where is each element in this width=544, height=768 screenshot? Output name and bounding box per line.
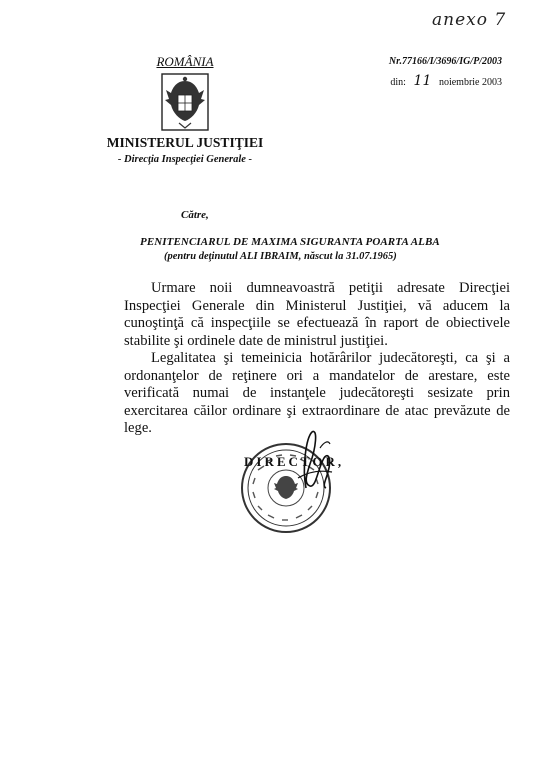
recipient-label: Către,	[181, 209, 209, 221]
date-day: 11	[413, 73, 432, 89]
recipient-detail: (pentru deţinutul ALI IBRAIM, născut la 31.07.1965)	[164, 251, 397, 262]
signatory-title: DIRECTOR,	[244, 454, 345, 469]
coat-of-arms-icon	[161, 73, 209, 131]
recipient-name: PENITENCIARUL DE MAXIMA SIGURANTA POARTA ALBA	[140, 236, 440, 248]
letterhead	[100, 54, 270, 165]
body-paragraph-1: Urmare noii dumneavoastră petiţii adresate Direcţiei Inspecţiei Generale din Ministerul Justiţiei, vă aducem la cunoştinţă că inspecţiile se efectuează în raport de obiectivele stabilite şi ordinele date de ministrul justiţiei.	[124, 280, 510, 349]
country-name: ROMÂNIA	[156, 54, 214, 69]
handwritten-signature-icon	[236, 428, 376, 538]
letter-body	[124, 280, 510, 438]
directorate-name: - Direcţia Inspecţiei Generale -	[117, 154, 253, 165]
body-paragraph-2: Legalitatea şi temeinicia hotărârilor judecătoreşti, ca şi a ordonanţelor de reţinere ori a mandatelor de arestare, este verificată numai de instanţele judecătoreşti sesizate prin exercitarea căilor ordinare şi extraordinare de atac prevăzute de lege.	[124, 350, 510, 436]
registration-block	[362, 56, 502, 89]
date-month-year: noiembrie 2003	[438, 77, 502, 88]
registration-number: Nr.77166/I/3696/IG/P/2003	[388, 56, 502, 67]
ministry-name: MINISTERUL JUSTIŢIEI	[106, 135, 264, 150]
handwritten-annotation: anexo 7	[432, 10, 507, 30]
signature-block	[236, 428, 376, 538]
date-prefix: din:	[390, 77, 406, 88]
date-line	[362, 73, 502, 89]
